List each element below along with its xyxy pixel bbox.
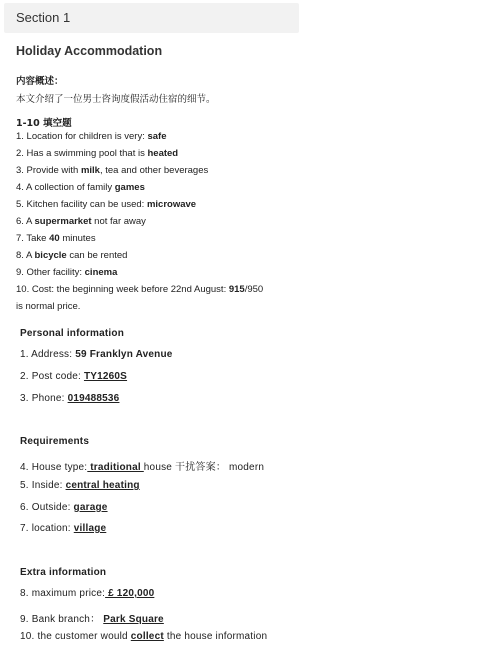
personal-row: 2. Post code: TY1260S bbox=[20, 371, 128, 382]
list-item: 4. A collection of family games bbox=[16, 182, 145, 193]
extra-row: 10. the customer would collect the house information bbox=[20, 631, 268, 642]
summary-label: 内容概述： bbox=[16, 76, 64, 87]
list-item: 10. Cost: the beginning week before 22nd August: 915/950 bbox=[16, 284, 264, 295]
personal-row: 3. Phone: 019488536 bbox=[20, 393, 120, 404]
requirements-heading: Requirements bbox=[20, 436, 90, 447]
requirements-row: 7. location: village bbox=[20, 523, 107, 534]
requirements-row: 6. Outside: garage bbox=[20, 502, 108, 513]
fill-label: 1-10 填空题 bbox=[16, 118, 72, 129]
extra-heading: Extra information bbox=[20, 567, 107, 578]
summary-text: 本文介绍了一位男士咨询度假活动住宿的细节。 bbox=[16, 94, 216, 105]
personal-row: 1. Address: 59 Franklyn Avenue bbox=[20, 349, 173, 360]
list-item-continuation: is normal price. bbox=[16, 301, 81, 312]
page-title: Holiday Accommodation bbox=[16, 44, 163, 58]
list-item: 1. Location for children is very: safe bbox=[16, 131, 167, 142]
extra-row: 8. maximum price: £ 120,000 bbox=[20, 588, 155, 599]
requirements-row: 5. Inside: central heating bbox=[20, 480, 140, 491]
list-item: 2. Has a swimming pool that is heated bbox=[16, 148, 179, 159]
extra-row: 9. Bank branch： Park Square bbox=[20, 614, 164, 625]
personal-heading: Personal information bbox=[20, 328, 125, 339]
list-item: 3. Provide with milk, tea and other beverages bbox=[16, 165, 209, 176]
list-item: 5. Kitchen facility can be used: microwave bbox=[16, 199, 197, 210]
list-item: 8. A bicycle can be rented bbox=[16, 250, 128, 261]
section-label: Section 1 bbox=[16, 10, 71, 25]
list-item: 7. Take 40 minutes bbox=[16, 233, 96, 244]
requirements-row: 4. House type: traditional house 干扰答案： modern bbox=[20, 462, 265, 473]
section-header bbox=[4, 3, 299, 33]
list-item: 9. Other facility: cinema bbox=[16, 267, 118, 278]
list-item: 6. A supermarket not far away bbox=[16, 216, 146, 227]
